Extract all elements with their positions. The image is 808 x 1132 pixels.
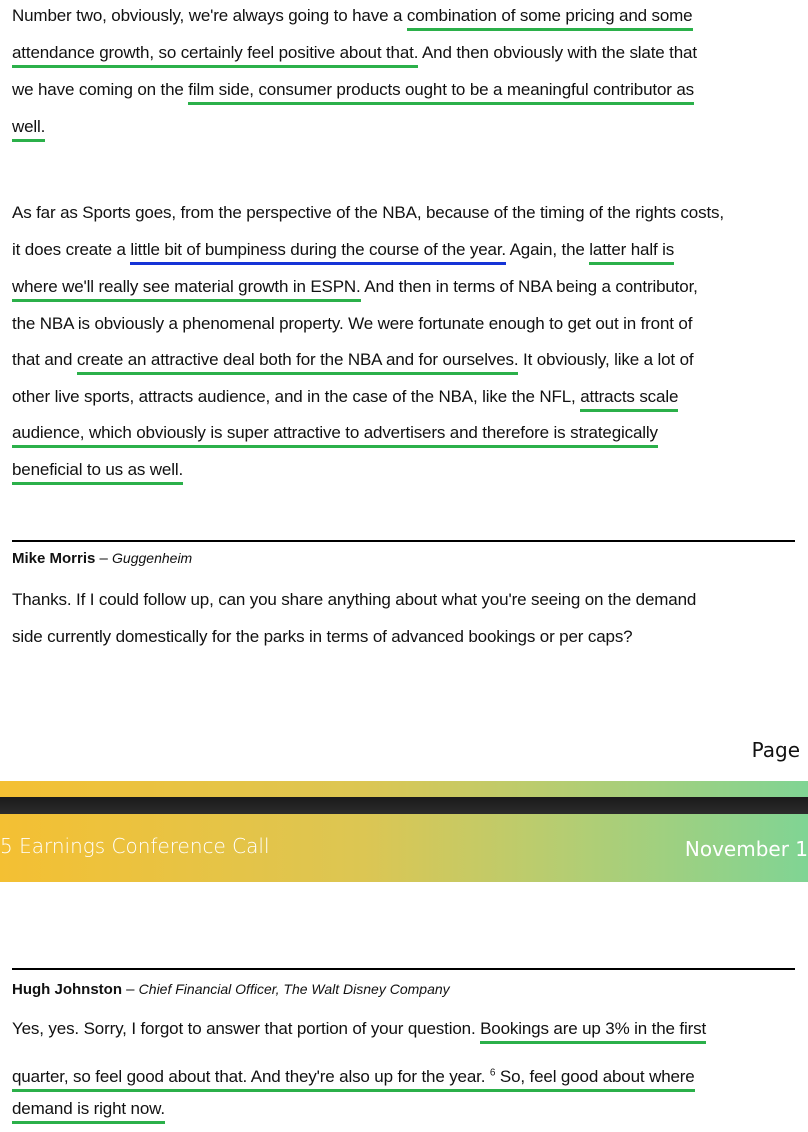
header-band xyxy=(0,781,808,882)
text-segment: it does create a xyxy=(12,240,131,259)
text-segment: Number two, obviously, we're always going to have a xyxy=(12,6,407,25)
highlighted-text: quarter, so feel good about that. And they're also up for the year. xyxy=(12,1067,490,1092)
text-segment: Again, the xyxy=(505,240,590,259)
text-line xyxy=(12,240,674,260)
text-segment: As far as Sports goes, from the perspective of the NBA, because of the timing of the rights costs, xyxy=(12,203,724,222)
highlighted-text: attracts scale xyxy=(580,387,678,412)
highlighted-text: beneficial to us as well. xyxy=(12,460,183,485)
text-segment: And then obviously with the slate that xyxy=(418,43,697,62)
text-line xyxy=(12,1063,695,1087)
text-line xyxy=(12,117,45,137)
speaker-affiliation: Guggenheim xyxy=(112,550,193,566)
speaker-affiliation: Chief Financial Officer, The Walt Disney Company xyxy=(138,981,450,997)
text-line xyxy=(12,1099,165,1119)
text-line xyxy=(12,80,694,100)
text-line xyxy=(12,277,698,297)
text-segment: Yes, yes. Sorry, I forgot to answer that portion of your question. xyxy=(12,1019,481,1038)
speaker-mike-morris xyxy=(12,550,192,567)
highlighted-text: create an attractive deal both for the NBA and for ourselves. xyxy=(77,350,519,375)
text-line xyxy=(12,1019,706,1039)
separator: – xyxy=(121,981,139,998)
separator: – xyxy=(95,550,113,567)
highlighted-text: attendance growth, so certainly feel positive about that. xyxy=(12,43,418,68)
highlighted-text: where we'll really see material growth in ESPN. xyxy=(12,277,361,302)
text-segment: the NBA is obviously a phenomenal property. We were fortunate enough to get out in front of xyxy=(12,314,693,333)
text-segment: side currently domestically for the parks in terms of advanced bookings or per caps? xyxy=(12,627,633,646)
footnote-marker: 6 xyxy=(489,1067,496,1078)
text-line xyxy=(12,387,678,407)
text-segment: that and xyxy=(12,350,77,369)
text-line xyxy=(12,43,697,63)
divider xyxy=(12,540,795,542)
speaker-name: Mike Morris xyxy=(12,550,96,567)
text-line xyxy=(12,460,183,480)
text-segment: Thanks. If I could follow up, can you share anything about what you're seeing on the demand xyxy=(12,590,697,609)
highlighted-text: Bookings are up 3% in the first xyxy=(480,1019,706,1044)
page-label: Page xyxy=(751,738,800,762)
header-title: 5 Earnings Conference Call xyxy=(0,834,270,858)
highlighted-text: So, feel good about where xyxy=(495,1067,694,1092)
text-segment: It obviously, like a lot of xyxy=(518,350,694,369)
text-line xyxy=(12,423,658,443)
highlighted-text: audience, which obviously is super attractive to advertisers and therefore is strategically xyxy=(12,423,658,448)
text-segment: we have coming on the xyxy=(12,80,189,99)
text-line xyxy=(12,350,693,370)
text-line xyxy=(12,6,693,26)
text-segment: other live sports, attracts audience, and in the case of the NBA, like the NFL, xyxy=(12,387,581,406)
speaker-name: Hugh Johnston xyxy=(12,981,122,998)
highlighted-text: demand is right now. xyxy=(12,1099,165,1124)
text-line xyxy=(12,627,633,647)
text-line xyxy=(12,314,692,334)
divider xyxy=(12,968,795,970)
dark-bar xyxy=(0,797,808,814)
text-segment: And then in terms of NBA being a contributor, xyxy=(360,277,698,296)
highlighted-text: latter half is xyxy=(589,240,674,265)
text-line xyxy=(12,203,724,223)
highlighted-text: little bit of bumpiness during the course of the year. xyxy=(130,240,506,265)
header-date: November 1 xyxy=(684,837,808,861)
speaker-hugh-johnston xyxy=(12,981,450,998)
text-line xyxy=(12,590,696,610)
highlighted-text: film side, consumer products ought to be a meaningful contributor as xyxy=(188,80,694,105)
highlighted-text: combination of some pricing and some xyxy=(407,6,693,31)
highlighted-text: well. xyxy=(12,117,45,142)
